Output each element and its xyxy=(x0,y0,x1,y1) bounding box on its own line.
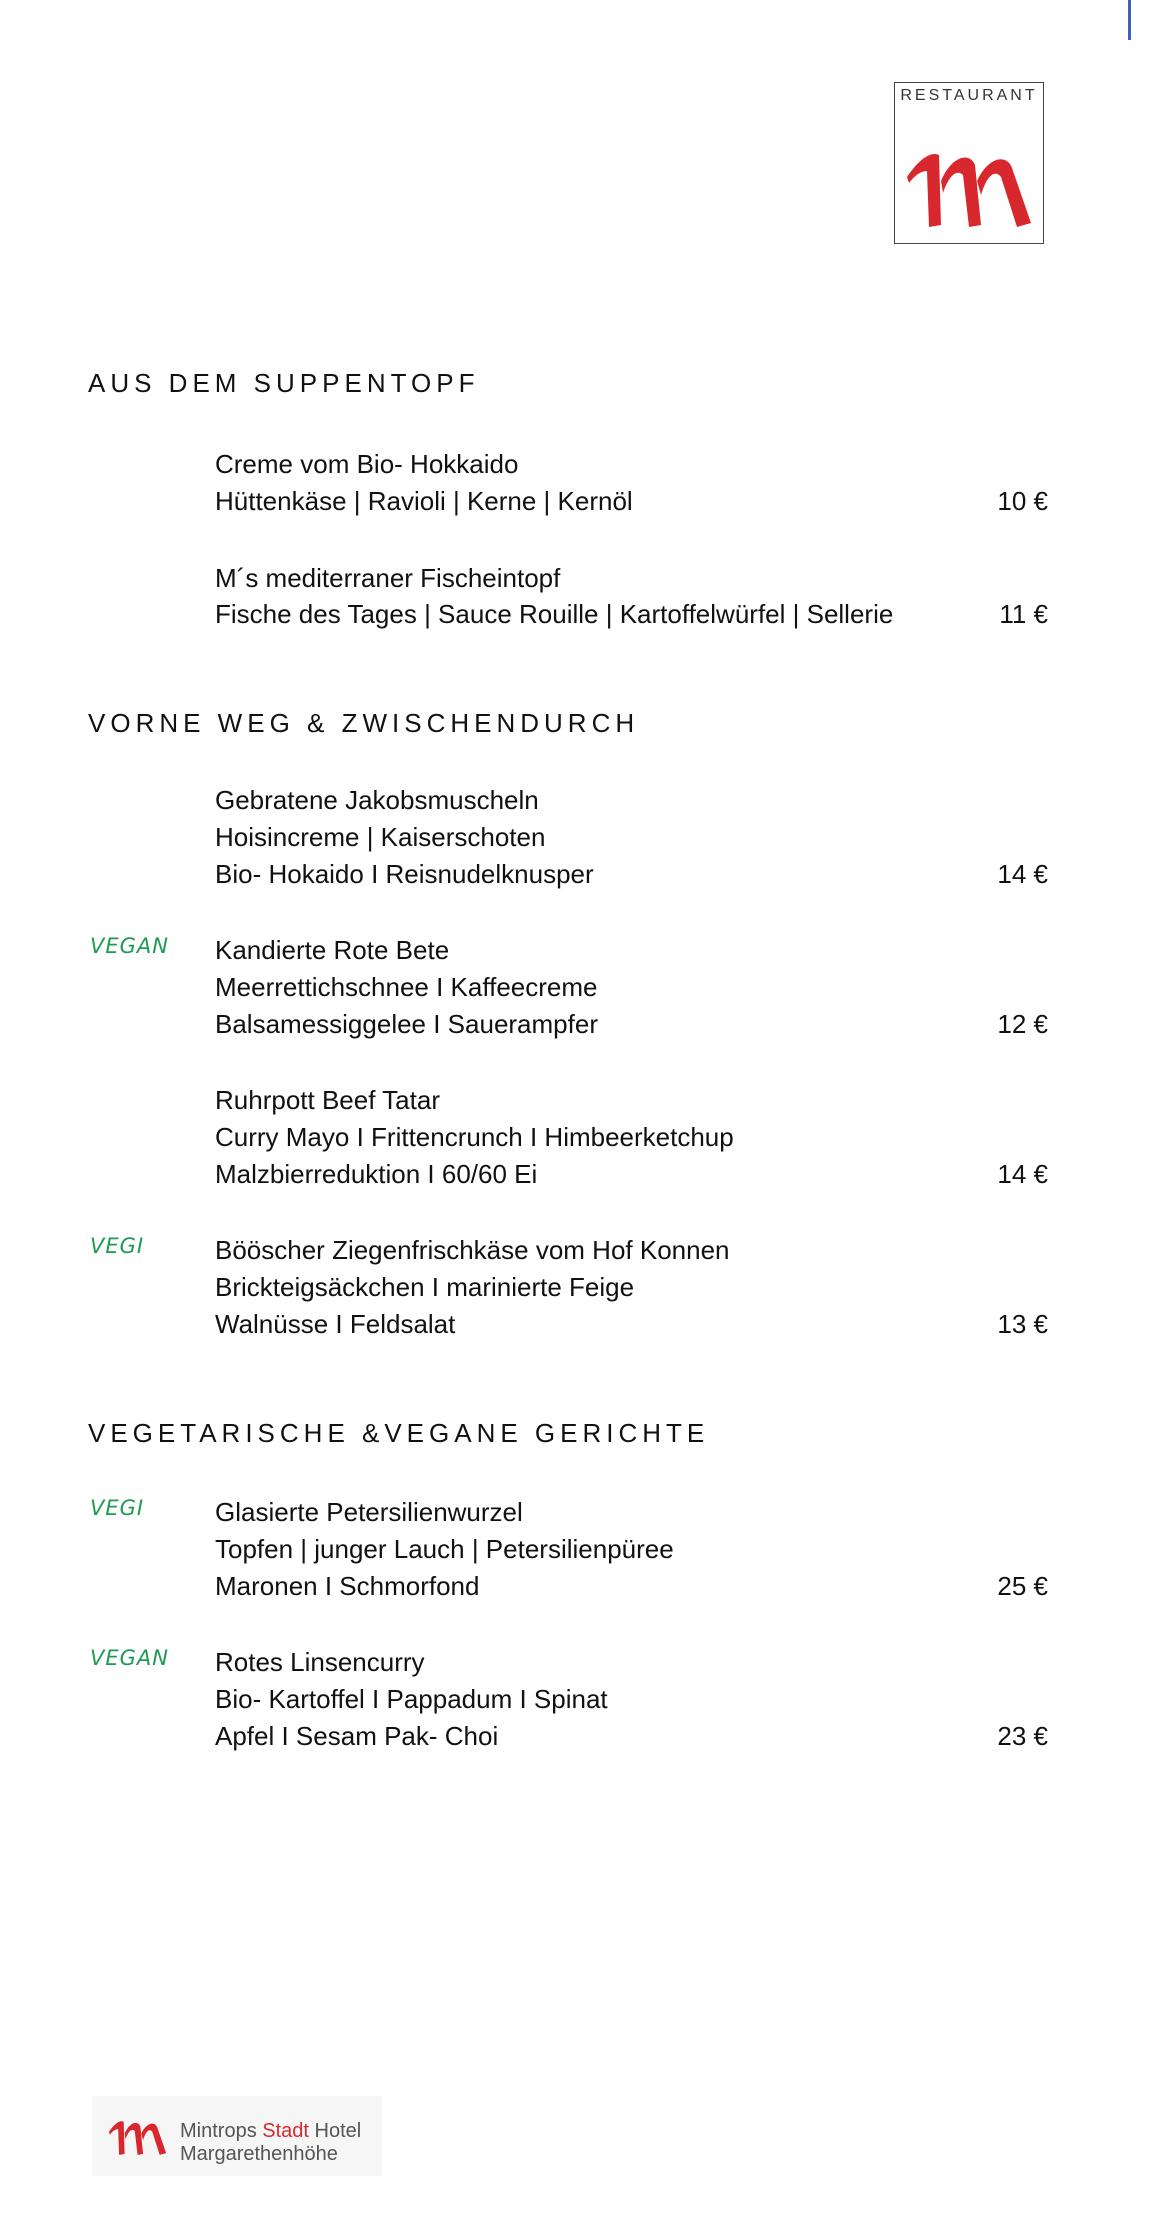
page-edge-mark xyxy=(1128,0,1131,40)
item-price: 14 € xyxy=(997,859,1048,889)
item-line: Fische des Tages | Sauce Rouille | Kartoffelwürfel | Sellerie xyxy=(215,599,894,629)
item-line: Maronen I Schmorfond xyxy=(215,1571,480,1601)
item-price: 12 € xyxy=(997,1009,1048,1039)
restaurant-logo xyxy=(894,82,1044,244)
item-line: Bio- Hokaido I Reisnudelknusper xyxy=(215,859,594,889)
item-line: Malzbierreduktion I 60/60 Ei xyxy=(215,1159,538,1189)
logo-label: RESTAURANT xyxy=(900,87,1038,104)
item-line: Bööscher Ziegenfrischkäse vom Hof Konnen xyxy=(215,1235,730,1265)
vegi-tag: VEGI xyxy=(90,1496,145,1520)
item-price: 10 € xyxy=(997,486,1048,516)
footer-line-2: Margarethenhöhe xyxy=(180,2143,338,2165)
vegi-tag: VEGI xyxy=(90,1234,145,1258)
footer-name: Mintrops xyxy=(180,2120,257,2142)
section-title-suppentopf: AUS DEM SUPPENTOPF xyxy=(88,368,480,398)
item-line: Apfel I Sesam Pak- Choi xyxy=(215,1721,499,1751)
item-line: Creme vom Bio- Hokkaido xyxy=(215,449,519,479)
footer-text xyxy=(180,2120,361,2166)
item-line: Brickteigsäckchen I marinierte Feige xyxy=(215,1272,635,1302)
item-line: Topfen | junger Lauch | Petersilienpüree xyxy=(215,1534,674,1564)
footer-m-logo-icon xyxy=(108,2112,168,2160)
item-price: 25 € xyxy=(997,1571,1048,1601)
hotel-footer-logo xyxy=(92,2096,382,2176)
item-line: Balsamessiggelee I Sauerampfer xyxy=(215,1009,598,1039)
item-price: 11 € xyxy=(999,599,1048,629)
item-price: 14 € xyxy=(997,1159,1048,1189)
m-logo-icon xyxy=(905,141,1035,231)
section-title-vegetarische: VEGETARISCHE &VEGANE GERICHTE xyxy=(88,1418,710,1448)
item-line: Ruhrpott Beef Tatar xyxy=(215,1085,440,1115)
footer-hotel: Hotel xyxy=(314,2120,362,2142)
vegan-tag: VEGAN xyxy=(90,934,169,958)
item-price: 13 € xyxy=(997,1309,1048,1339)
item-line: Glasierte Petersilienwurzel xyxy=(215,1497,523,1527)
item-line: Walnüsse I Feldsalat xyxy=(215,1309,456,1339)
item-line: Hüttenkäse | Ravioli | Kerne | Kernöl xyxy=(215,486,633,516)
footer-accent: Stadt xyxy=(262,2120,309,2142)
item-line: Hoisincreme | Kaiserschoten xyxy=(215,822,546,852)
item-line: Bio- Kartoffel I Pappadum I Spinat xyxy=(215,1684,608,1714)
vegan-tag: VEGAN xyxy=(90,1646,169,1670)
item-price: 23 € xyxy=(997,1721,1048,1751)
item-line: Rotes Linsencurry xyxy=(215,1647,425,1677)
item-line: Meerrettichschnee I Kaffeecreme xyxy=(215,972,598,1002)
item-line: Kandierte Rote Bete xyxy=(215,935,450,965)
section-title-vorne-weg: VORNE WEG & ZWISCHENDURCH xyxy=(88,708,640,738)
item-line: M´s mediterraner Fischeintopf xyxy=(215,563,561,593)
item-line: Gebratene Jakobsmuscheln xyxy=(215,785,539,815)
footer-line-1 xyxy=(180,2120,361,2143)
item-line: Curry Mayo I Frittencrunch I Himbeerketchup xyxy=(215,1122,734,1152)
